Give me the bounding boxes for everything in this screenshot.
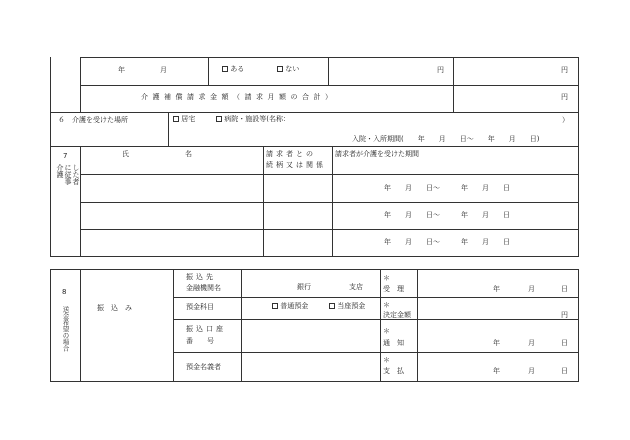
option-nai-label: ない (285, 65, 300, 73)
option-home-label: 居宅 (181, 115, 196, 123)
received-year: 年 (493, 285, 500, 293)
notice-day: 日 (561, 339, 568, 347)
star-mark-2: ＊ (383, 301, 390, 309)
star-mark-1: ＊ (383, 274, 390, 282)
yen-label-2: 円 (561, 66, 568, 74)
caregiver-label-col3: した者 (72, 164, 80, 185)
caregiver-period-row-2: 年 月 日～ 年 月 日 (384, 211, 510, 219)
caregiver-period-row-1: 年 月 日～ 年 月 日 (384, 184, 510, 192)
payment-month: 月 (528, 367, 535, 375)
remit-label: 送金希望の場合 (61, 306, 70, 352)
name-column-header: 氏 名 (122, 150, 192, 158)
notice-month: 月 (528, 339, 535, 347)
yen-label-1: 円 (437, 66, 444, 74)
option-nai[interactable] (277, 66, 299, 73)
admission-period: 入院・入所期間( 年 月 日～ 年 月 日) (352, 135, 540, 143)
checkbox-aru[interactable] (222, 66, 228, 72)
received-day: 日 (561, 285, 568, 293)
total-claim-label: 介護補償請求金額（請求月額の合計） (141, 93, 337, 101)
transfer-label: 振 込 み (97, 304, 132, 312)
received-label: 受 理 (383, 285, 404, 293)
option-aru-label: ある (230, 65, 245, 73)
bank-label-line1: 振込先 (186, 273, 216, 281)
deposit-type-label: 預金科目 (186, 303, 214, 311)
branch-suffix: 支店 (349, 283, 363, 291)
section7-number: 7 (63, 152, 68, 160)
bank-suffix: 銀行 (297, 283, 311, 291)
option-ordinary-deposit-label: 普通預金 (280, 302, 309, 310)
option-hospital[interactable] (216, 116, 290, 123)
payment-year: 年 (493, 367, 500, 375)
caregiver-label-col2: に従事 (64, 164, 72, 185)
caregiver-period-row-3: 年 月 日～ 年 月 日 (384, 238, 510, 246)
payment-label: 支 払 (383, 367, 404, 375)
checkbox-ordinary-deposit[interactable] (272, 303, 278, 309)
close-paren: ） (562, 116, 569, 124)
year-label: 年 (118, 66, 125, 74)
section6-label: ６ 介護を受けた場所 (58, 116, 128, 124)
payment-day: 日 (561, 367, 568, 375)
bank-label-line2: 金融機関名 (186, 284, 221, 292)
caregiver-label-col1: 介護 (56, 164, 64, 178)
checkbox-hospital[interactable] (216, 116, 222, 122)
checkbox-nai[interactable] (277, 66, 283, 72)
option-aru[interactable] (222, 66, 244, 73)
relation-header-line1: 請求者との (266, 150, 316, 158)
option-current-deposit-label: 当座預金 (337, 302, 366, 310)
option-current-deposit[interactable] (329, 303, 365, 310)
decided-amount-label: 決定金額 (383, 311, 411, 319)
received-month: 月 (528, 285, 535, 293)
decided-amount-yen: 円 (561, 311, 568, 319)
yen-label-3: 円 (561, 93, 568, 101)
notice-label: 通 知 (383, 339, 404, 347)
account-label-line2: 番 号 (186, 337, 214, 345)
option-home[interactable] (173, 116, 195, 123)
relation-header-line2: 続柄又は関係 (266, 161, 326, 169)
checkbox-home[interactable] (173, 116, 179, 122)
notice-year: 年 (493, 339, 500, 347)
option-ordinary-deposit[interactable] (272, 303, 308, 310)
month-label: 月 (160, 66, 167, 74)
star-mark-3: ＊ (383, 327, 390, 335)
account-label-line1: 振込口座 (186, 325, 226, 333)
star-mark-4: ＊ (383, 356, 390, 364)
period-column-header: 請求者が介護を受けた期間 (335, 150, 419, 158)
option-hospital-label: 病院・施設等(名称： (224, 115, 290, 123)
checkbox-current-deposit[interactable] (329, 303, 335, 309)
section8-number: 8 (62, 288, 67, 296)
holder-label: 預金名義者 (186, 363, 221, 371)
